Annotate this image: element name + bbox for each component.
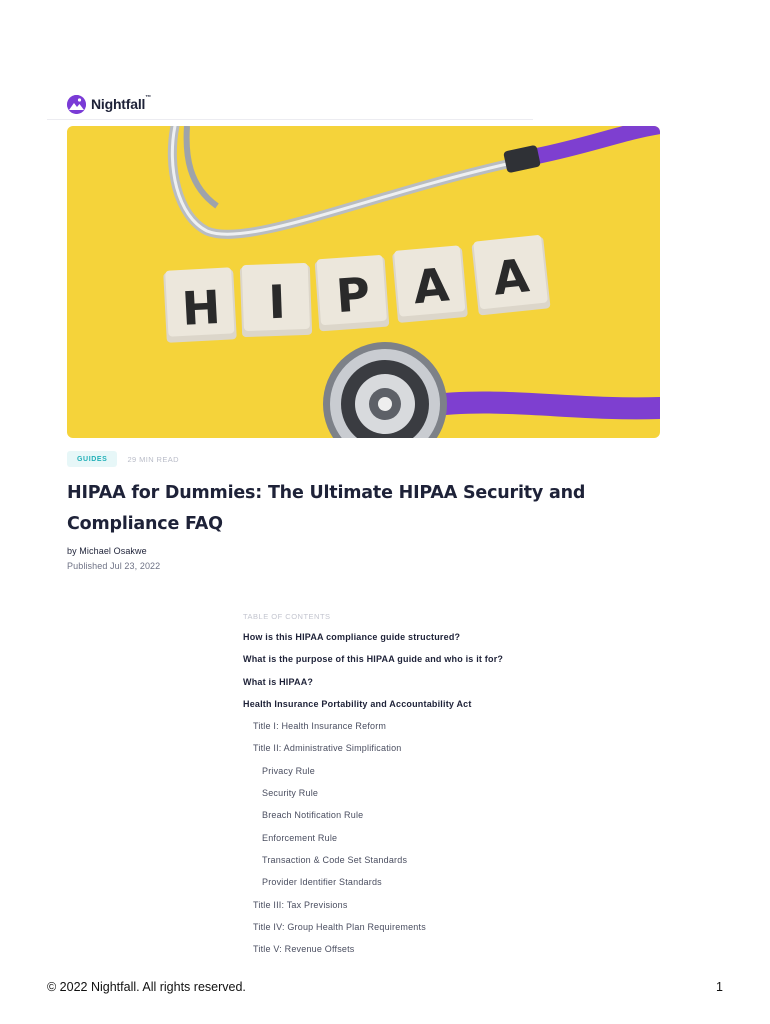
hero-block-a2: A: [490, 248, 532, 306]
header-divider: [47, 119, 533, 120]
article-title: [67, 478, 667, 540]
hero-block-i: I: [267, 274, 287, 330]
toc-link[interactable]: Health Insurance Portability and Accountability Act: [243, 698, 472, 709]
toc-link[interactable]: Provider Identifier Standards: [262, 877, 382, 888]
article-meta: [67, 451, 179, 467]
toc-link[interactable]: Title II: Administrative Simplification: [253, 743, 402, 754]
toc-link[interactable]: Breach Notification Rule: [262, 810, 364, 821]
author-byline: by Michael Osakwe: [67, 546, 147, 556]
toc-link[interactable]: Title I: Health Insurance Reform: [253, 721, 387, 732]
table-of-contents: [243, 612, 703, 966]
article-title-line-2: Compliance FAQ: [67, 514, 223, 534]
hero-block-a1: A: [410, 257, 452, 315]
hero-block-h: H: [180, 279, 222, 336]
article-title-line-1: HIPAA for Dummies: The Ultimate HIPAA Security and: [67, 483, 586, 503]
hero-block-p: P: [334, 266, 372, 324]
toc-link[interactable]: Enforcement Rule: [262, 832, 338, 843]
read-time: 29 MIN READ: [127, 454, 179, 464]
toc-link[interactable]: How is this HIPAA compliance guide structured?: [243, 632, 461, 642]
publish-date: Published Jul 23, 2022: [67, 561, 161, 571]
brand-name: Nightfall™: [91, 95, 152, 112]
toc-link[interactable]: What is HIPAA?: [243, 676, 314, 687]
toc-link[interactable]: Transaction & Code Set Standards: [262, 854, 408, 865]
footer-copyright: © 2022 Nightfall. All rights reserved.: [47, 980, 246, 994]
toc-list: [243, 632, 703, 966]
toc-heading: TABLE OF CONTENTS: [243, 612, 331, 621]
hero-image: [67, 126, 660, 438]
nightfall-logo-icon: [67, 95, 86, 114]
toc-link[interactable]: Security Rule: [262, 788, 319, 799]
toc-link[interactable]: What is the purpose of this HIPAA guide and who is it for?: [243, 654, 504, 665]
toc-link[interactable]: Title IV: Group Health Plan Requirements: [253, 921, 426, 932]
toc-link[interactable]: Title III: Tax Previsions: [253, 899, 348, 910]
toc-link[interactable]: Title V: Revenue Offsets: [253, 944, 355, 955]
toc-link[interactable]: Privacy Rule: [262, 765, 315, 776]
brand-logo-link[interactable]: [67, 94, 151, 114]
page-number: 1: [716, 980, 723, 994]
category-tag[interactable]: GUIDES: [67, 451, 117, 467]
trademark-mark: ™: [145, 95, 152, 101]
